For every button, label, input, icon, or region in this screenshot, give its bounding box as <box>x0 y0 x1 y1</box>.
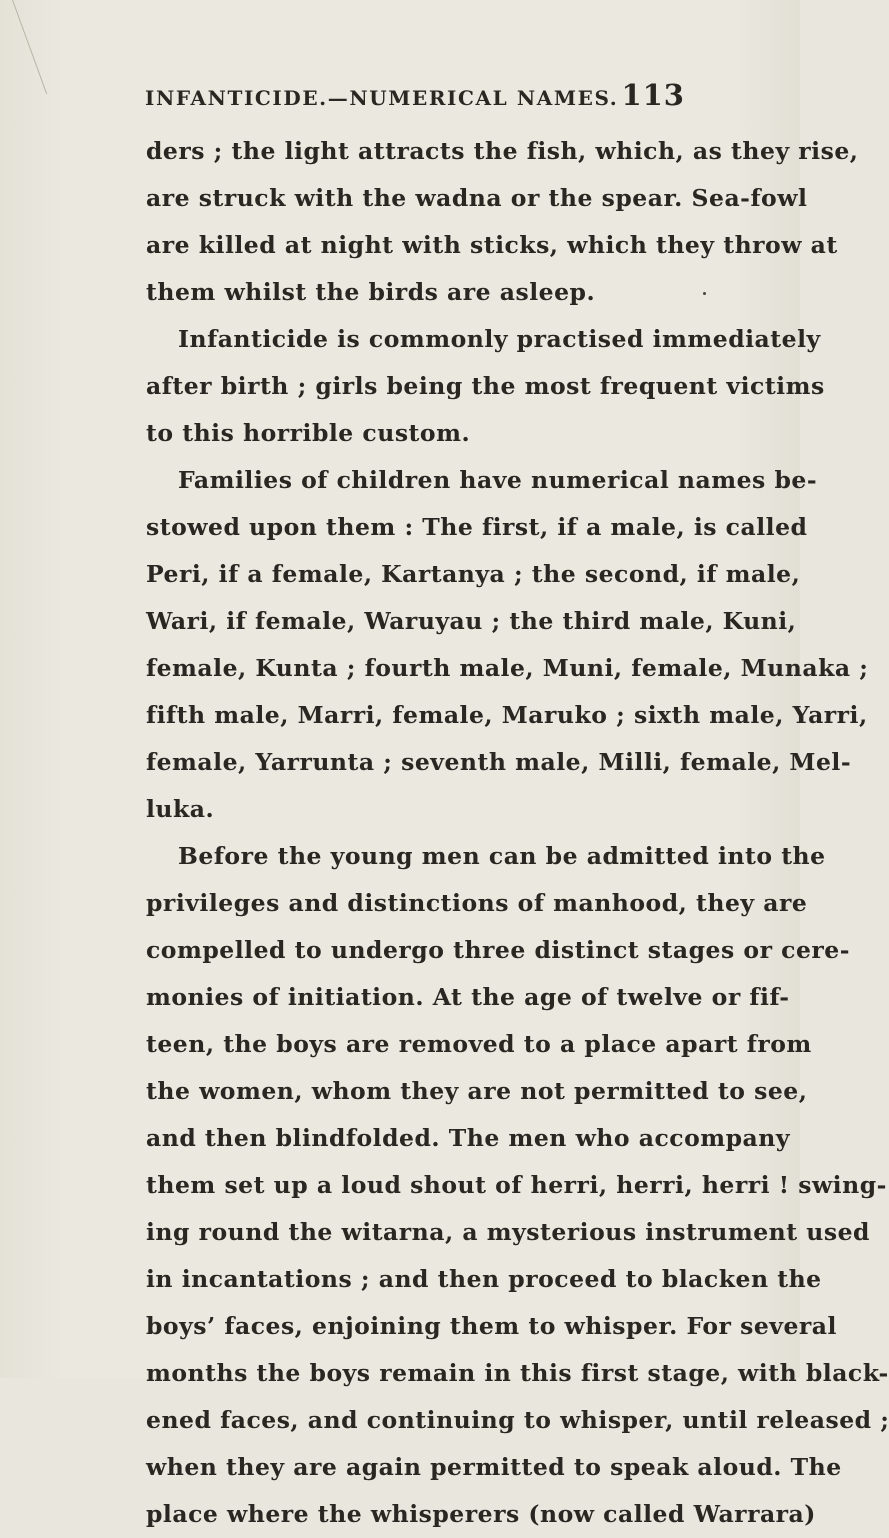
text-line: are struck with the wadna or the spear. Sea-fowl <box>146 184 808 212</box>
text-line: stowed upon them : The first, if a male, is called <box>146 513 808 541</box>
running-head: INFANTICIDE.—NUMERICAL NAMES. <box>145 86 619 110</box>
text-line: Wari, if female, Waruyau ; the third male, Kuni, <box>146 607 797 635</box>
text-line: luka. <box>146 795 215 823</box>
text-line: boys’ faces, enjoining them to whisper. For several <box>146 1312 837 1340</box>
page-header <box>145 78 685 114</box>
margin-mark <box>703 292 706 295</box>
text-line: teen, the boys are removed to a place apart from <box>146 1030 812 1058</box>
paragraph-start-line: Families of children have numerical names be- <box>178 466 818 494</box>
text-line: Peri, if a female, Kartanya ; the second, if male, <box>146 560 801 588</box>
text-line: female, Yarrunta ; seventh male, Milli, female, Mel- <box>146 748 852 776</box>
text-line: privileges and distinctions of manhood, they are <box>146 889 808 917</box>
page-edge-mark <box>12 0 47 94</box>
page-number: 113 <box>621 78 685 112</box>
text-line: fifth male, Marri, female, Maruko ; sixth male, Yarri, <box>146 701 868 729</box>
paragraph-start-line: Before the young men can be admitted into the <box>178 842 826 870</box>
text-line: when they are again permitted to speak aloud. The <box>146 1453 842 1481</box>
text-line: ders ; the light attracts the fish, which, as they rise, <box>146 137 859 165</box>
text-line: and then blindfolded. The men who accompany <box>146 1124 791 1152</box>
text-line: female, Kunta ; fourth male, Muni, female, Munaka ; <box>146 654 869 682</box>
body-text <box>146 128 889 1538</box>
text-line: in incantations ; and then proceed to blacken the <box>146 1265 822 1293</box>
text-line: after birth ; girls being the most frequent victims <box>146 372 825 400</box>
paragraph-start-line: Infanticide is commonly practised immediately <box>178 325 821 353</box>
text-line: months the boys remain in this first stage, with black- <box>146 1359 889 1387</box>
text-line: them whilst the birds are asleep. <box>146 278 596 306</box>
text-line: ened faces, and continuing to whisper, until released ; <box>146 1406 889 1434</box>
text-line: ing round the witarna, a mysterious instrument used <box>146 1218 870 1246</box>
text-line: place where the whisperers (now called Warrara) <box>146 1500 816 1528</box>
text-line: them set up a loud shout of herri, herri, herri ! swing- <box>146 1171 887 1199</box>
text-line: are killed at night with sticks, which they throw at <box>146 231 838 259</box>
text-line: monies of initiation. At the age of twelve or fif- <box>146 983 790 1011</box>
text-line: to this horrible custom. <box>146 419 471 447</box>
text-line: compelled to undergo three distinct stages or cere- <box>146 936 850 964</box>
text-line: the women, whom they are not permitted to see, <box>146 1077 808 1105</box>
